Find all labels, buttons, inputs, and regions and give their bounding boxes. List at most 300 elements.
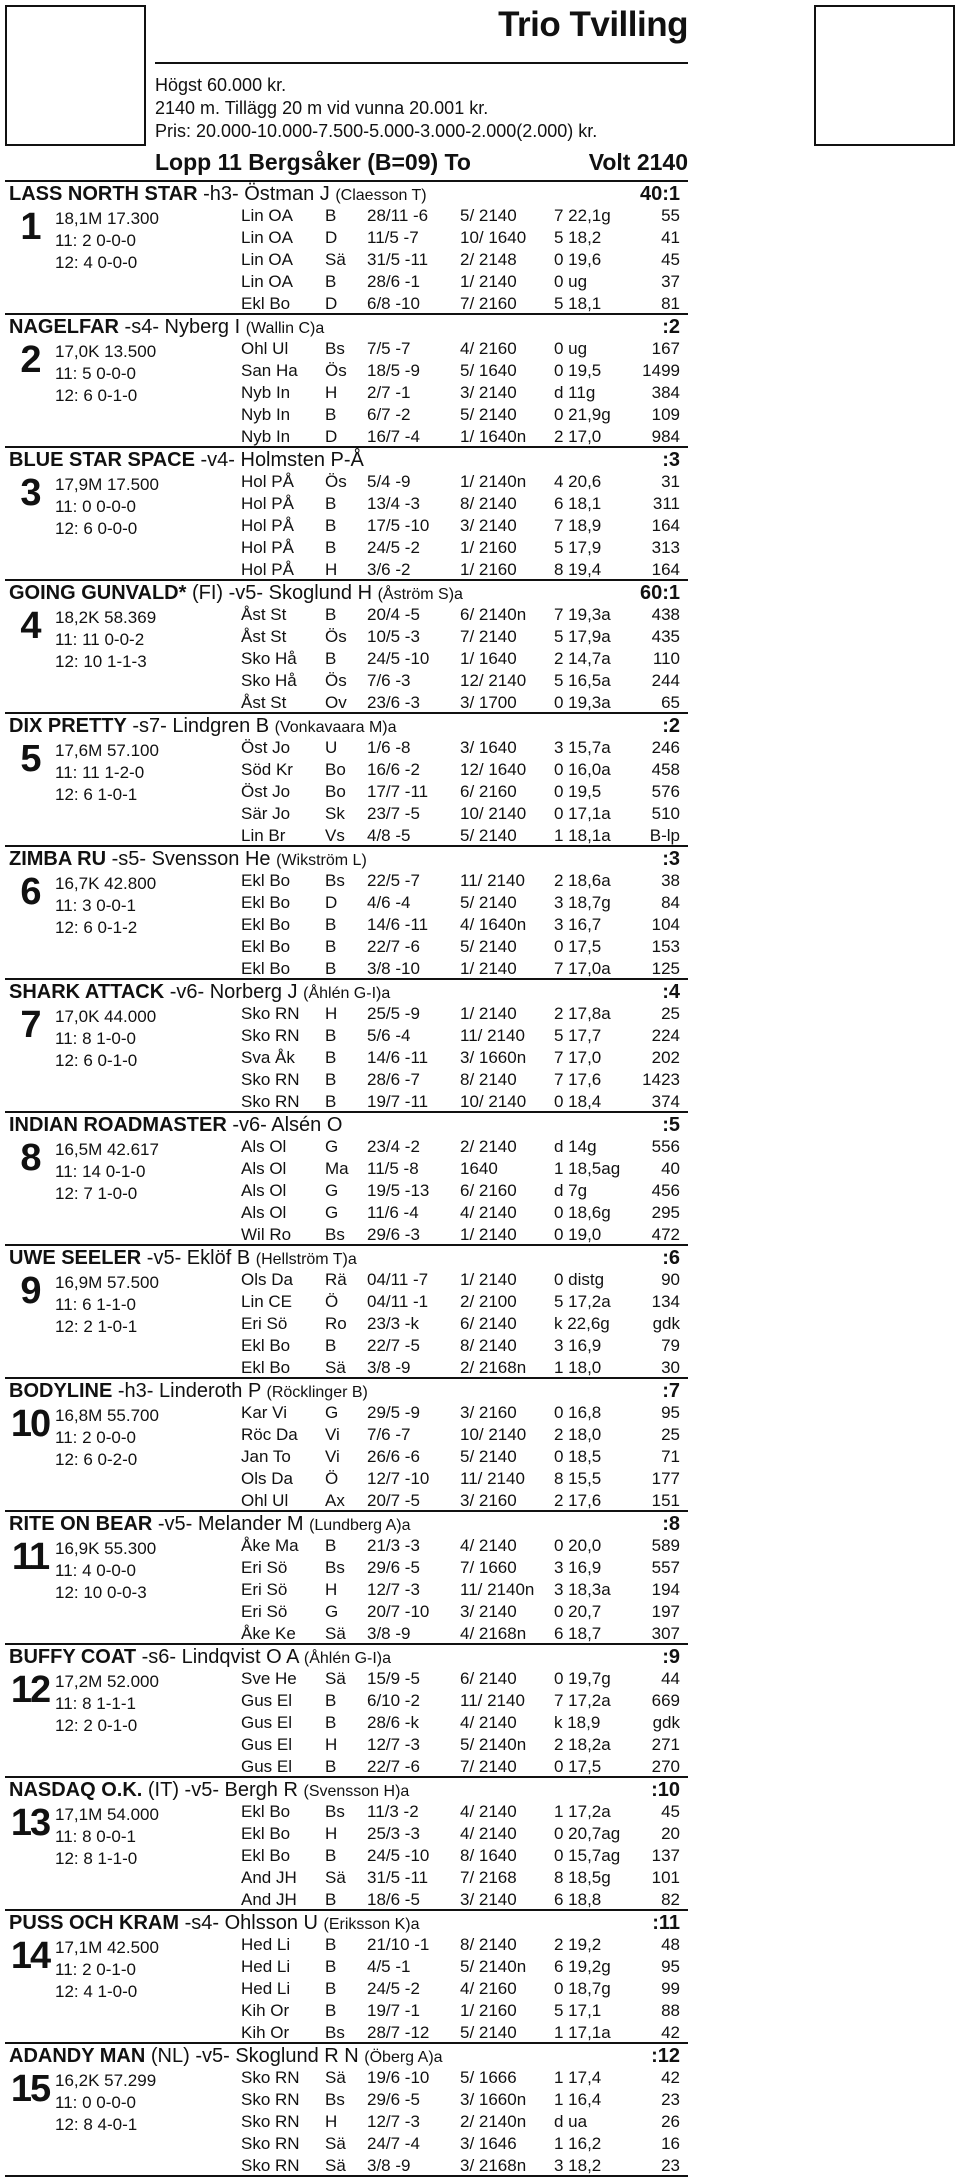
race-track-cond: Sk <box>325 804 345 823</box>
race-track-cond: Sä <box>325 2134 346 2153</box>
race-row <box>5 383 688 403</box>
start-number: 7 <box>20 1004 40 1046</box>
race-time: 5 17,9 <box>554 538 602 557</box>
start-number: 10 <box>10 1403 50 1445</box>
horse-details: (NL) -v5- Skoglund R N <box>145 2045 365 2067</box>
race-track-cond: Bo <box>325 782 346 801</box>
start-type: Volt 2140 <box>588 149 688 175</box>
race-odds: 244 <box>651 671 680 690</box>
race-track-cond: Vi <box>325 1447 340 1466</box>
horse-stat: 12: 4 1-0-0 <box>55 1982 138 2001</box>
odds: :12 <box>651 2045 680 2067</box>
horse-stat: 17,1M 54.000 <box>55 1805 159 1824</box>
race-date: 21/10 -1 <box>367 1935 430 1954</box>
race-date: 12/7 -3 <box>367 2112 420 2131</box>
horse-name: RITE ON BEAR <box>9 1513 153 1535</box>
race-place-distance: 5/ 1640 <box>460 361 517 380</box>
horse-stat: 17,0K 13.500 <box>55 342 157 361</box>
race-odds: 137 <box>651 1846 680 1865</box>
race-odds: 84 <box>661 893 680 912</box>
odds: :11 <box>652 1912 680 1934</box>
race-place-distance: 7/ 2140 <box>460 1757 517 1776</box>
race-odds: 23 <box>661 2156 680 2175</box>
odds: :3 <box>662 449 680 471</box>
horse-stat: 17,1M 42.500 <box>55 1938 159 1957</box>
race-track: Sko Hå <box>241 671 297 690</box>
trainer: (Wikström L) <box>276 852 367 869</box>
race-place-distance: 12/ 2140 <box>460 671 527 690</box>
start-number: 5 <box>20 738 40 780</box>
horse-stat: 12: 4 0-0-0 <box>55 253 138 272</box>
race-track-cond: Bs <box>325 2090 345 2109</box>
race-track-cond: H <box>325 1824 338 1843</box>
race-place-distance: 5/ 2140 <box>460 1447 517 1466</box>
race-place-distance: 1/ 2140 <box>460 1004 517 1023</box>
race-date: 29/6 -5 <box>367 1558 420 1577</box>
race-date: 28/11 -6 <box>367 206 429 225</box>
horse-stat: 12: 10 0-0-3 <box>55 1583 147 1602</box>
race-odds: 374 <box>651 1092 680 1111</box>
odds: :9 <box>662 1646 680 1668</box>
race-track-cond: Bs <box>325 339 345 358</box>
race-time: 3 16,9 <box>554 1558 602 1577</box>
race-row <box>5 804 688 824</box>
race-time: 5 17,1 <box>554 2001 602 2020</box>
race-row <box>5 1957 688 1977</box>
race-odds: 16 <box>661 2134 680 2153</box>
race-track-cond: Sä <box>325 1868 346 1887</box>
horse-stat: 12: 8 1-1-0 <box>55 1849 138 1868</box>
horse-stat: 11: 0 0-0-0 <box>55 497 136 516</box>
race-date: 13/4 -3 <box>367 494 420 513</box>
race-time: 2 17,0 <box>554 427 602 446</box>
race-track: Ols Da <box>241 1270 293 1289</box>
race-track-cond: B <box>325 1336 337 1355</box>
race-track-cond: Sä <box>325 1624 346 1643</box>
race-odds: 37 <box>661 272 680 291</box>
race-track: Nyb In <box>241 405 291 424</box>
race-place-distance: 4/ 2160 <box>460 339 517 358</box>
race-track: Sva Åk <box>241 1048 295 1067</box>
horse-stat: 12: 6 0-2-0 <box>55 1450 138 1469</box>
race-track-cond: Vi <box>325 1425 340 1444</box>
race-time: 2 18,6a <box>554 871 611 890</box>
race-date: 28/6 -7 <box>367 1070 420 1089</box>
race-track-cond: B <box>325 1026 337 1045</box>
race-place-distance: 6/ 2140n <box>460 605 527 624</box>
start-number: 8 <box>20 1137 40 1179</box>
race-time: 0 18,5 <box>554 1447 602 1466</box>
horse-header <box>5 182 688 206</box>
race-time: 1 18,5ag <box>554 1159 621 1178</box>
race-row <box>5 1026 688 1046</box>
race-time: 7 17,0 <box>554 1048 602 1067</box>
race-time: 0 17,1a <box>554 804 611 823</box>
race-time: 2 17,8a <box>554 1004 611 1023</box>
title-divider <box>155 62 688 64</box>
race-place-distance: 3/ 1646 <box>460 2134 517 2153</box>
race-place-distance: 7/ 2168 <box>460 1868 517 1887</box>
race-odds: 313 <box>651 538 680 557</box>
race-track-cond: Ov <box>325 693 347 712</box>
race-track-cond: B <box>325 1092 337 1111</box>
odds: :5 <box>662 1114 680 1136</box>
race-odds: 167 <box>651 339 680 358</box>
race-time: 0 19,0 <box>554 1225 602 1244</box>
max-earnings: Högst 60.000 kr. <box>155 75 287 95</box>
horse-entry <box>5 1512 688 1642</box>
race-row <box>5 1004 688 1024</box>
horse-name: PUSS OCH KRAM <box>9 1912 180 1934</box>
race-track: Sko RN <box>241 2068 300 2087</box>
race-track: Jan To <box>241 1447 291 1466</box>
race-row <box>5 1447 688 1467</box>
race-time: 8 15,5 <box>554 1469 602 1488</box>
race-odds: gdk <box>652 1314 680 1333</box>
horse-name-line <box>9 1379 368 1405</box>
race-odds: 38 <box>661 871 680 890</box>
horse-stat: 11: 2 0-0-0 <box>55 231 136 250</box>
race-time: 8 19,4 <box>554 560 602 579</box>
race-date: 19/7 -11 <box>367 1092 429 1111</box>
horse-name-line <box>9 847 367 873</box>
race-odds: 31 <box>661 472 680 491</box>
race-date: 14/6 -11 <box>367 1048 429 1067</box>
race-time: 7 19,3a <box>554 605 611 624</box>
race-place-distance: 5/ 2140n <box>460 1735 527 1754</box>
horse-details: -s7- Lindgren B <box>126 715 275 737</box>
trainer: (Åström S)a <box>377 586 463 603</box>
race-track-cond: B <box>325 1979 337 1998</box>
race-odds: 79 <box>661 1336 680 1355</box>
race-odds: 669 <box>651 1691 680 1710</box>
start-number: 14 <box>10 1935 50 1977</box>
race-date: 22/7 -5 <box>367 1336 420 1355</box>
race-date: 7/5 -7 <box>367 339 411 358</box>
race-row <box>5 1536 688 1556</box>
race-track-cond: Bo <box>325 760 346 779</box>
race-track-cond: B <box>325 915 337 934</box>
race-odds: 224 <box>651 1026 680 1045</box>
horse-name-line <box>9 182 427 208</box>
horse-details: -v6- Norberg J <box>164 981 304 1003</box>
horse-name: BODYLINE <box>9 1380 113 1402</box>
race-place-distance: 3/ 2160 <box>460 1403 517 1422</box>
race-time: 1 18,0 <box>554 1358 602 1377</box>
race-odds: 23 <box>661 2090 680 2109</box>
race-odds: 48 <box>661 1935 680 1954</box>
horse-name: LASS NORTH STAR <box>9 183 198 205</box>
race-track-cond: B <box>325 2001 337 2020</box>
race-time: 5 18,2 <box>554 228 602 247</box>
race-row <box>5 1713 688 1733</box>
race-track: Kih Or <box>241 2023 290 2042</box>
race-date: 3/8 -10 <box>367 959 420 978</box>
race-track: Sko RN <box>241 1026 300 1045</box>
race-row <box>5 2001 688 2021</box>
race-odds: 109 <box>651 405 680 424</box>
race-date: 3/6 -2 <box>367 560 411 579</box>
race-odds: 42 <box>661 2068 680 2087</box>
race-place-distance: 11/ 2140 <box>460 871 525 890</box>
start-number: 3 <box>20 472 40 514</box>
race-header <box>155 146 688 178</box>
race-row <box>5 1580 688 1600</box>
start-number: 6 <box>20 871 40 913</box>
race-row <box>5 1403 688 1423</box>
race-track-cond: H <box>325 1580 338 1599</box>
horse-name-line <box>9 1246 357 1272</box>
horse-details: (IT) -v5- Bergh R <box>142 1779 304 1801</box>
horse-name-line <box>9 1645 391 1671</box>
race-odds: 194 <box>651 1580 680 1599</box>
odds: :7 <box>662 1380 680 1402</box>
race-time: 3 16,9 <box>554 1336 602 1355</box>
race-place-distance: 7/ 2160 <box>460 294 517 313</box>
horse-stat: 11: 11 1-2-0 <box>55 763 145 782</box>
horse-header <box>5 1512 688 1536</box>
race-odds: 65 <box>661 693 680 712</box>
race-place-distance: 3/ 2140 <box>460 1602 517 1621</box>
race-odds: 557 <box>651 1558 680 1577</box>
race-place-distance: 2/ 2100 <box>460 1292 517 1311</box>
horse-stat: 16,7K 42.800 <box>55 874 157 893</box>
race-place-distance: 5/ 2140 <box>460 405 517 424</box>
race-time: 8 18,5g <box>554 1868 611 1887</box>
race-track-cond: Ö <box>325 1292 339 1311</box>
horse-stat: 11: 5 0-0-0 <box>55 364 136 383</box>
race-place-distance: 3/ 1660n <box>460 2090 527 2109</box>
race-time: 6 18,1 <box>554 494 602 513</box>
race-track-cond: B <box>325 1935 337 1954</box>
race-track-cond: G <box>325 1403 339 1422</box>
start-number: 15 <box>10 2068 50 2110</box>
race-track-cond: D <box>325 294 338 313</box>
race-track: Hol PÅ <box>241 538 294 557</box>
race-place-distance: 7/ 1660 <box>460 1558 517 1577</box>
horse-details: -s5- Svensson He <box>106 848 277 870</box>
race-row <box>5 782 688 802</box>
race-date: 10/5 -3 <box>367 627 420 646</box>
race-track: Hol PÅ <box>241 516 294 535</box>
race-place-distance: 8/ 2140 <box>460 494 517 513</box>
race-date: 3/8 -9 <box>367 1358 411 1377</box>
race-place-distance: 4/ 2140 <box>460 1802 517 1821</box>
race-date: 31/5 -11 <box>367 250 429 269</box>
race-time: 0 18,6g <box>554 1203 611 1222</box>
race-row <box>5 516 688 536</box>
race-place-distance: 3/ 1640 <box>460 738 517 757</box>
horse-stat: 11: 6 1-1-0 <box>55 1295 136 1314</box>
race-row <box>5 1203 688 1223</box>
race-row <box>5 1070 688 1090</box>
race-time: 0 20,0 <box>554 1536 602 1555</box>
race-place-distance: 3/ 2160 <box>460 1491 517 1510</box>
race-track-cond: Vs <box>325 826 345 845</box>
race-date: 12/7 -3 <box>367 1735 420 1754</box>
race-time: 2 17,6 <box>554 1491 602 1510</box>
start-number: 2 <box>20 339 40 381</box>
race-date: 31/5 -11 <box>367 1868 429 1887</box>
race-track-cond: H <box>325 1004 338 1023</box>
race-track: Hed Li <box>241 1957 291 1976</box>
race-date: 4/5 -1 <box>367 1957 411 1976</box>
race-odds: 197 <box>651 1602 680 1621</box>
race-row <box>5 2090 688 2110</box>
race-row <box>5 1270 688 1290</box>
horse-entry <box>5 448 688 578</box>
race-track-cond: Bs <box>325 1802 345 1821</box>
race-date: 11/5 -8 <box>367 1159 419 1178</box>
race-time: 5 17,9a <box>554 627 611 646</box>
race-track: Als Ol <box>241 1203 287 1222</box>
race-place-distance: 5/ 2140 <box>460 206 517 225</box>
race-track: Sko RN <box>241 2112 300 2131</box>
race-track: Sko RN <box>241 2090 300 2109</box>
race-track: Eri Sö <box>241 1558 288 1577</box>
race-odds: 589 <box>651 1536 680 1555</box>
horse-details: -s4- Nyberg I <box>119 316 246 338</box>
race-row <box>5 2023 688 2043</box>
race-row <box>5 1935 688 1955</box>
race-date: 24/7 -4 <box>367 2134 420 2153</box>
race-place-distance: 3/ 2140 <box>460 383 517 402</box>
race-date: 7/6 -3 <box>367 671 411 690</box>
race-row <box>5 1137 688 1157</box>
race-time: d ua <box>554 2112 588 2131</box>
horse-name: BLUE STAR SPACE <box>9 449 195 471</box>
race-track: Ekl Bo <box>241 871 291 890</box>
race-time: k 18,9 <box>554 1713 601 1732</box>
race-row <box>5 1846 688 1866</box>
race-place-distance: 11/ 2140n <box>460 1580 535 1599</box>
race-time: 1 16,4 <box>554 2090 602 2109</box>
race-time: 0 19,3a <box>554 693 611 712</box>
odds: :8 <box>662 1513 680 1535</box>
race-date: 29/6 -5 <box>367 2090 420 2109</box>
horse-stat: 11: 0 0-0-0 <box>55 2093 136 2112</box>
race-row <box>5 472 688 492</box>
race-row <box>5 1225 688 1245</box>
race-track-cond: B <box>325 959 337 978</box>
race-date: 3/8 -9 <box>367 1624 411 1643</box>
horse-stat: 11: 8 1-0-0 <box>55 1029 136 1048</box>
horse-name: NAGELFAR <box>9 316 119 338</box>
race-track-cond: B <box>325 1890 337 1909</box>
horse-name-line <box>9 315 324 341</box>
horse-stat: 11: 3 0-0-1 <box>55 896 136 915</box>
race-time: 0 20,7ag <box>554 1824 621 1843</box>
race-time: 3 16,7 <box>554 915 602 934</box>
race-row <box>5 1092 688 1112</box>
trainer: (Wallin C)a <box>245 320 325 337</box>
race-time: 1 18,1a <box>554 826 611 845</box>
race-time: 4 20,6 <box>554 472 602 491</box>
race-date: 24/5 -10 <box>367 649 430 668</box>
race-track: Hol PÅ <box>241 472 294 491</box>
race-track: Lin OA <box>241 228 293 247</box>
horse-details: -s4- Ohlsson U <box>179 1912 324 1934</box>
race-track-cond: D <box>325 893 338 912</box>
race-track: Ekl Bo <box>241 915 291 934</box>
horse-name: NASDAQ O.K. <box>9 1779 143 1801</box>
race-track-cond: H <box>325 1735 338 1754</box>
distance-info: 2140 m. Tillägg 20 m vid vunna 20.001 kr. <box>155 98 489 118</box>
race-date: 25/3 -3 <box>367 1824 420 1843</box>
race-track-cond: Sä <box>325 2156 346 2175</box>
race-row <box>5 915 688 935</box>
race-place-distance: 10/ 1640 <box>460 228 527 247</box>
race-date: 14/6 -11 <box>367 915 429 934</box>
trainer: (Svensson H)a <box>303 1783 410 1800</box>
race-track: Hed Li <box>241 1979 291 1998</box>
horse-stat: 16,9M 57.500 <box>55 1273 159 1292</box>
race-odds: 307 <box>651 1624 680 1643</box>
horse-header <box>5 847 688 871</box>
race-time: 0 19,5 <box>554 361 602 380</box>
race-title: Trio Tvilling <box>498 5 688 44</box>
race-track-cond: H <box>325 2112 338 2131</box>
trainer: (Claesson T) <box>335 187 427 204</box>
race-track-cond: Sä <box>325 1669 346 1688</box>
race-track: Ekl Bo <box>241 1358 291 1377</box>
horse-name-line <box>9 1778 409 1804</box>
race-row <box>5 1735 688 1755</box>
race-track-cond: G <box>325 1181 339 1200</box>
race-odds: B-lp <box>649 826 680 845</box>
race-time: 0 18,4 <box>554 1092 602 1111</box>
race-odds: 71 <box>661 1447 680 1466</box>
race-row <box>5 494 688 514</box>
race-track-cond: Ös <box>325 627 347 646</box>
race-row <box>5 693 688 713</box>
horse-stat: 16,8M 55.700 <box>55 1406 159 1425</box>
race-track-cond: B <box>325 605 337 624</box>
race-track: Nyb In <box>241 427 291 446</box>
race-track: Ekl Bo <box>241 294 291 313</box>
horse-name: ADANDY MAN <box>9 2045 146 2067</box>
horse-name-line <box>9 714 397 740</box>
race-odds: 41 <box>661 228 680 247</box>
horse-stat: 11: 8 0-0-1 <box>55 1827 136 1846</box>
race-place-distance: 3/ 2140 <box>460 1890 517 1909</box>
race-track: Als Ol <box>241 1137 287 1156</box>
race-date: 28/6 -1 <box>367 272 420 291</box>
race-track: Kih Or <box>241 2001 290 2020</box>
race-time: 0 19,7g <box>554 1669 611 1688</box>
start-number: 1 <box>20 206 40 248</box>
race-place-distance: 1/ 2160 <box>460 538 517 557</box>
race-place-distance: 1/ 2140 <box>460 1270 517 1289</box>
race-track: Öst Jo <box>241 782 291 801</box>
race-track-cond: Rä <box>325 1270 347 1289</box>
race-place-distance: 2/ 2168n <box>460 1358 527 1377</box>
race-time: 7 17,2a <box>554 1691 611 1710</box>
race-row <box>5 1558 688 1578</box>
horse-stat: 11: 2 0-0-0 <box>55 1428 136 1447</box>
race-place-distance: 3/ 1700 <box>460 693 517 712</box>
race-time: 3 18,2 <box>554 2156 602 2175</box>
race-time: 1 17,2a <box>554 1802 611 1821</box>
race-track: Gus El <box>241 1735 293 1754</box>
race-time: 6 18,8 <box>554 1890 602 1909</box>
horse-header <box>5 2044 688 2068</box>
horse-stat: 16,2K 57.299 <box>55 2071 157 2090</box>
race-date: 25/5 -9 <box>367 1004 420 1023</box>
race-odds: 1499 <box>642 361 680 380</box>
race-place-distance: 4/ 2140 <box>460 1203 517 1222</box>
horse-stat: 18,1M 17.300 <box>55 209 159 228</box>
